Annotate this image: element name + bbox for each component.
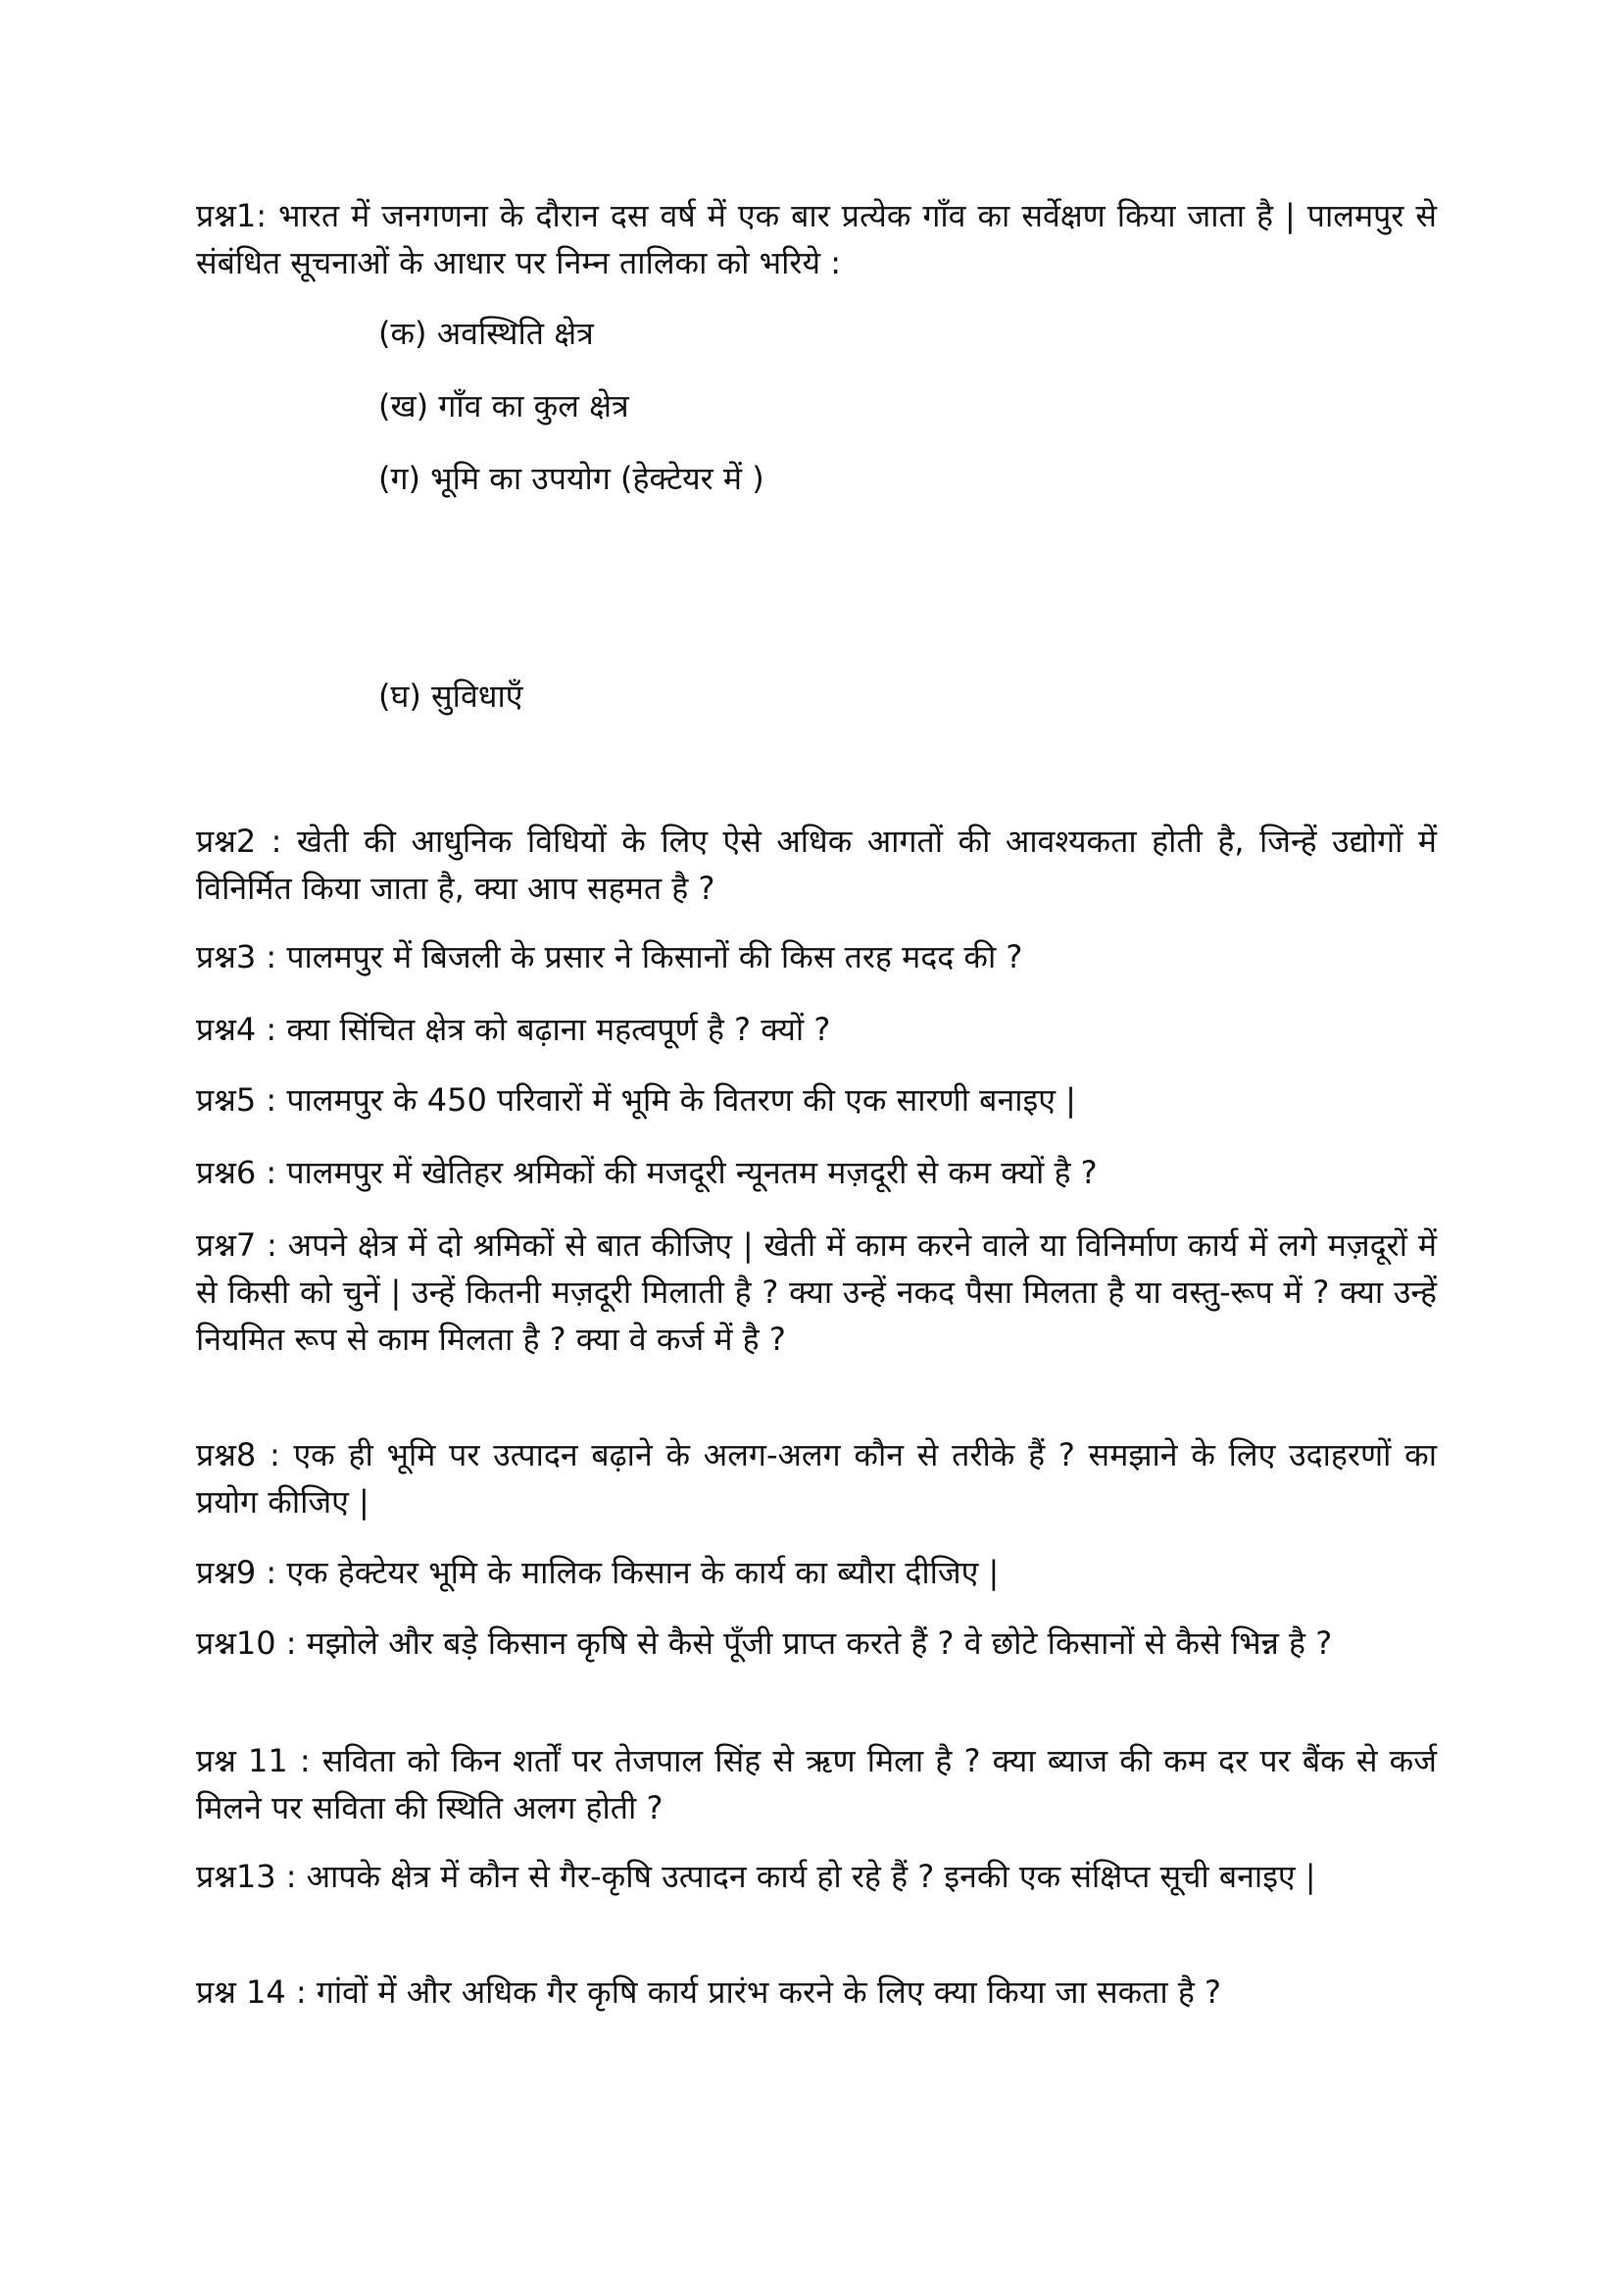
q1-item-location: (क) अवस्थिति क्षेत्र (378, 315, 594, 352)
question-7: प्रश्न7 : अपने क्षेत्र में दो श्रमिकों से बात कीजिए | खेती में काम करने वाले या विनिर्माण कार्य में लगे मज़दूरों में से किसी को चुनें | उन्हें कितनी मज़दूरी मिलाती है ? क्या उन्हें नकद पैसा मिलता है या वस्तु-रूप में ? क्या उन्हें नियमित रूप से काम मिलता है ? क्या वे कर्ज में है ? (196, 1226, 1437, 1358)
q1-item-total-area: (ख) गाँव का कुल क्षेत्र (378, 387, 629, 424)
q1-item-facilities: (घ) सुविधाएँ (378, 677, 523, 715)
question-14: प्रश्न 14 : गांवों में और अधिक गैर कृषि कार्य प्रारंभ करने के लिए क्या किया जा सकता है ? (196, 1973, 1222, 2011)
question-8: प्रश्न8 : एक ही भूमि पर उत्पादन बढ़ाने के अलग-अलग कौन से तरीके हैं ? समझाने के लिए उदाहरणों का प्रयोग कीजिए | (196, 1436, 1437, 1521)
question-6: प्रश्न6 : पालमपुर में खेतिहर श्रमिकों की मजदूरी न्यूनतम मज़दूरी से कम क्यों है ? (196, 1154, 1098, 1191)
question-3: प्रश्न3 : पालमपुर में बिजली के प्रसार ने किसानों की किस तरह मदद की ? (196, 938, 1023, 975)
question-1: प्रश्न1: भारत में जनगणना के दौरान दस वर्ष में एक बार प्रत्येक गाँव का सर्वेक्षण किया जाता है | पालमपुर से संबंधित सूचनाओं के आधार पर निम्न तालिका को भरिये : (196, 197, 1437, 281)
question-5: प्रश्न5 : पालमपुर के 450 परिवारों में भूमि के वितरण की एक सारणी बनाइए | (196, 1081, 1076, 1119)
question-2: प्रश्न2 : खेती की आधुनिक विधियों के लिए ऐसे अधिक आगतों की आवश्यकता होती है, जिन्हें उद्योगों में विनिर्मित किया जाता है, क्या आप सहमत है ? (196, 823, 1437, 907)
question-9: प्रश्न9 : एक हेक्टेयर भूमि के मालिक किसान के कार्य का ब्यौरा दीजिए | (196, 1554, 1000, 1591)
q1-item-land-use: (ग) भूमि का उपयोग (हेक्टेयर में ) (378, 460, 764, 497)
question-11: प्रश्न 11 : सविता को किन शर्तों पर तेजपाल सिंह से ऋण मिला है ? क्या ब्याज की कम दर पर बैंक से कर्ज मिलने पर सविता की स्थिति अलग होती ? (196, 1742, 1437, 1826)
question-4: प्रश्न4 : क्या सिंचित क्षेत्र को बढ़ाना महत्वपूर्ण है ? क्यों ? (196, 1011, 831, 1048)
question-13: प्रश्न13 : आपके क्षेत्र में कौन से गैर-कृषि उत्पादन कार्य हो रहे हैं ? इनकी एक संक्षिप्त सूची बनाइए | (196, 1858, 1316, 1895)
question-10: प्रश्न10 : मझोले और बड़े किसान कृषि से कैसे पूँजी प्राप्त करते हैं ? वे छोटे किसानों से कैसे भिन्न है ? (196, 1624, 1333, 1662)
